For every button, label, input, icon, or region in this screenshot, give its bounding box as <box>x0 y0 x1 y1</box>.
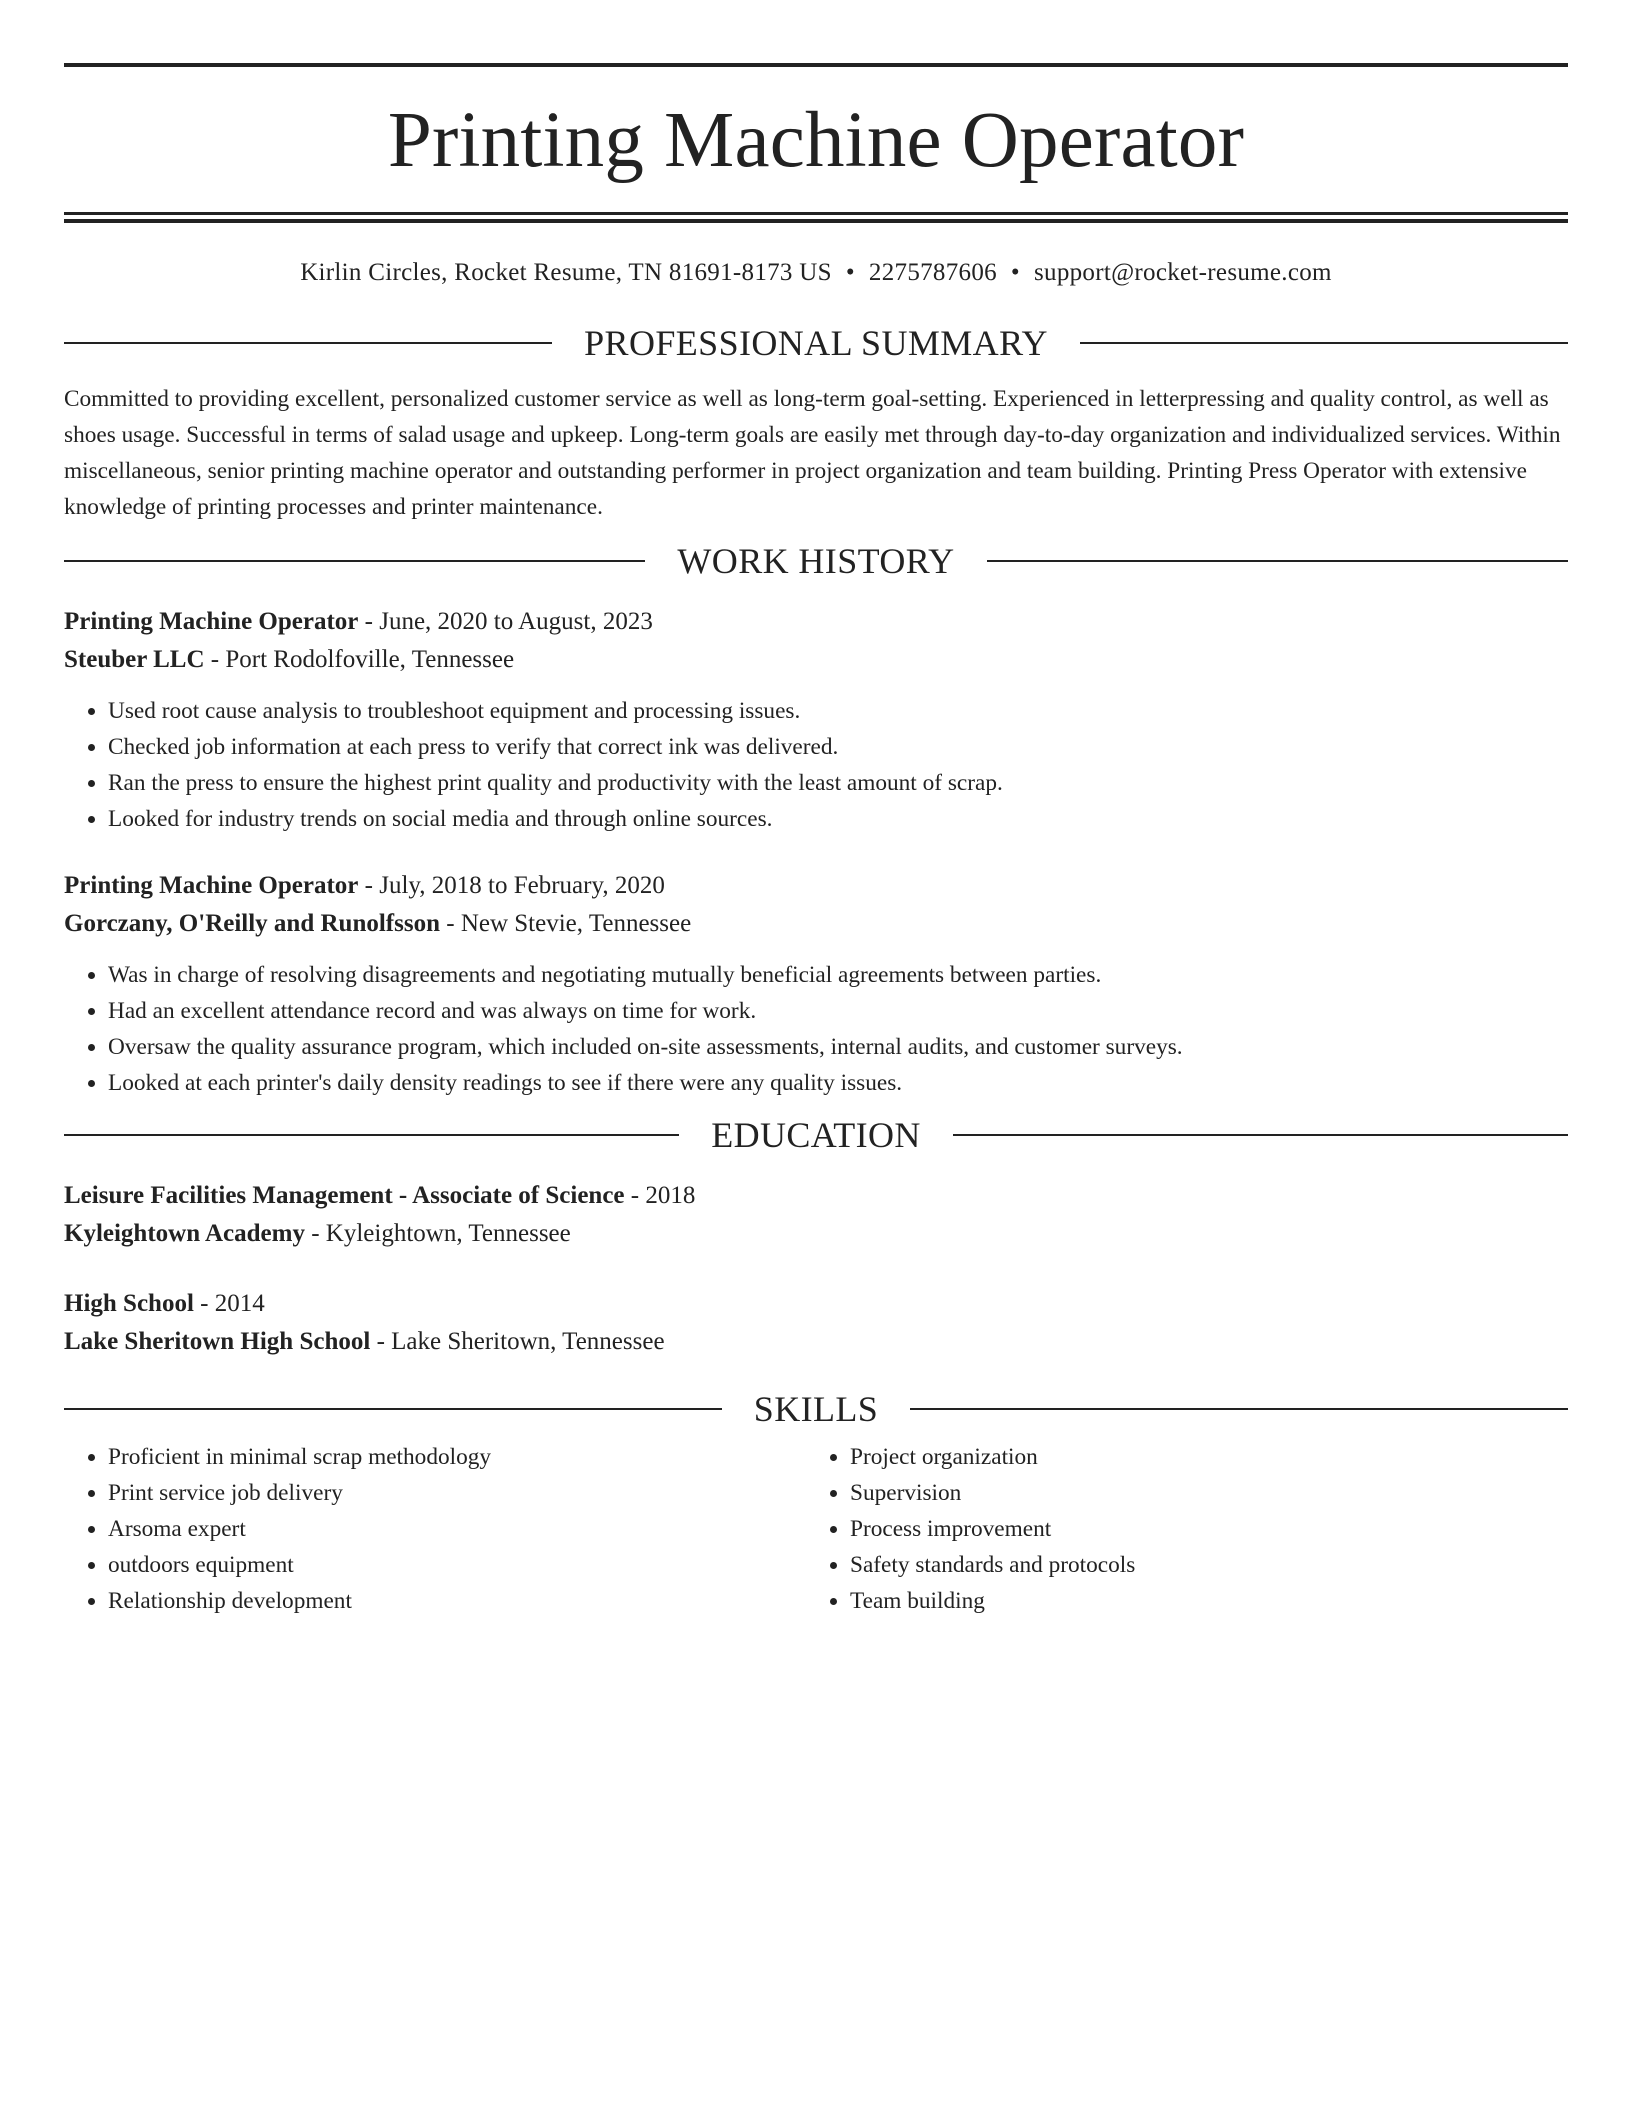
education-entry <box>64 1285 1568 1361</box>
job-title-line <box>64 867 1568 905</box>
top-rule <box>64 63 1568 67</box>
heading-rule <box>64 1134 679 1136</box>
contact-separator: • <box>845 259 855 286</box>
skill-item: • Relationship development <box>108 1583 806 1619</box>
section-title: WORK HISTORY <box>677 541 955 581</box>
heading-rule <box>1080 342 1568 344</box>
job-bullet: • Had an excellent attendance record and was always on time for work. <box>108 993 1568 1029</box>
job-bullet: • Checked job information at each press to verify that correct ink was delivered. <box>108 729 1568 765</box>
education-entry <box>64 1177 1568 1253</box>
heading-rule <box>64 1408 722 1410</box>
skill-item: • Proficient in minimal scrap methodology <box>108 1439 806 1475</box>
job-location: - Port Rodolfoville, Tennessee <box>204 646 515 673</box>
contact-separator: • <box>1010 259 1020 286</box>
degree-year: - 2018 <box>624 1182 696 1209</box>
job-location: - New Stevie, Tennessee <box>440 910 692 937</box>
job-dates: - June, 2020 to August, 2023 <box>358 608 653 635</box>
skills-list-left <box>64 1439 806 1619</box>
skill-item: • Process improvement <box>850 1511 1548 1547</box>
skill-item: • outdoors equipment <box>108 1547 806 1583</box>
heading-rule <box>953 1134 1568 1136</box>
job-company-line <box>64 641 1568 679</box>
skill-item: • Safety standards and protocols <box>850 1547 1548 1583</box>
school-name: Lake Sheritown High School <box>64 1328 371 1355</box>
section-heading-education <box>64 1117 1568 1153</box>
job-entry <box>64 603 1568 837</box>
school-name: Kyleightown Academy <box>64 1220 305 1247</box>
job-bullets <box>64 693 1568 837</box>
job-bullet: • Looked at each printer's daily density readings to see if there were any quality issues. <box>108 1065 1568 1101</box>
degree-year: - 2014 <box>193 1290 265 1317</box>
school-line <box>64 1215 1568 1253</box>
section-title: PROFESSIONAL SUMMARY <box>584 323 1048 363</box>
skills-columns <box>64 1439 1568 1619</box>
degree-name: High School <box>64 1290 194 1317</box>
skill-item: • Print service job delivery <box>108 1475 806 1511</box>
degree-line <box>64 1177 1568 1215</box>
job-bullet: • Ran the press to ensure the highest print quality and productivity with the least amount of scrap. <box>108 765 1568 801</box>
resume-title: Printing Machine Operator <box>387 97 1245 184</box>
heading-rule <box>64 560 645 562</box>
summary-paragraph: Committed to providing excellent, personalized customer service as well as long-term goal-setting. Experienced in letterpressing and quality control, as well as shoes usage. Successful in terms of salad usage and upkeep. Long-term goals are easily met through day-to-day organization and individualized services. Within miscellaneous, senior printing machine operator and outstanding performer in project organization and team building. Printing Press Operator with extensive knowledge of printing processes and printer maintenance. <box>64 386 1561 520</box>
contact-phone: 2275787606 <box>868 259 997 286</box>
degree-name: Leisure Facilities Management - Associate of Science <box>64 1182 625 1209</box>
section-heading-summary <box>64 325 1568 361</box>
degree-line <box>64 1285 1568 1323</box>
school-location: - Kyleightown, Tennessee <box>304 1220 571 1247</box>
heading-rule <box>64 342 552 344</box>
skill-item: • Team building <box>850 1583 1548 1619</box>
skill-item: • Supervision <box>850 1475 1548 1511</box>
job-title: Printing Machine Operator <box>64 608 359 635</box>
job-entry <box>64 867 1568 1101</box>
section-heading-work <box>64 543 1568 579</box>
contact-line <box>64 259 1568 287</box>
contact-email: support@rocket-resume.com <box>1033 259 1332 286</box>
section-title: EDUCATION <box>711 1115 921 1155</box>
job-title: Printing Machine Operator <box>64 872 359 899</box>
job-company: Steuber LLC <box>64 646 205 673</box>
job-bullets <box>64 957 1568 1101</box>
job-bullet: • Oversaw the quality assurance program, which included on-site assessments, internal audits, and customer surveys. <box>108 1029 1568 1065</box>
school-line <box>64 1323 1568 1361</box>
skill-item: • Project organization <box>850 1439 1548 1475</box>
school-location: - Lake Sheritown, Tennessee <box>370 1328 665 1355</box>
job-bullet: • Was in charge of resolving disagreements and negotiating mutually beneficial agreements between parties. <box>108 957 1568 993</box>
heading-rule <box>910 1408 1568 1410</box>
job-title-line <box>64 603 1568 641</box>
heading-rule <box>987 560 1568 562</box>
job-bullet: • Looked for industry trends on social media and through online sources. <box>108 801 1568 837</box>
section-title: SKILLS <box>753 1389 879 1429</box>
job-company-line <box>64 905 1568 943</box>
contact-address: Kirlin Circles, Rocket Resume, TN 81691-8173 US <box>300 259 832 286</box>
job-bullet: • Used root cause analysis to troubleshoot equipment and processing issues. <box>108 693 1568 729</box>
section-heading-skills <box>64 1391 1568 1427</box>
skills-list-right <box>806 1439 1548 1619</box>
job-dates: - July, 2018 to February, 2020 <box>358 872 665 899</box>
title-double-rule <box>64 212 1568 223</box>
job-company: Gorczany, O'Reilly and Runolfsson <box>64 910 440 937</box>
skill-item: • Arsoma expert <box>108 1511 806 1547</box>
